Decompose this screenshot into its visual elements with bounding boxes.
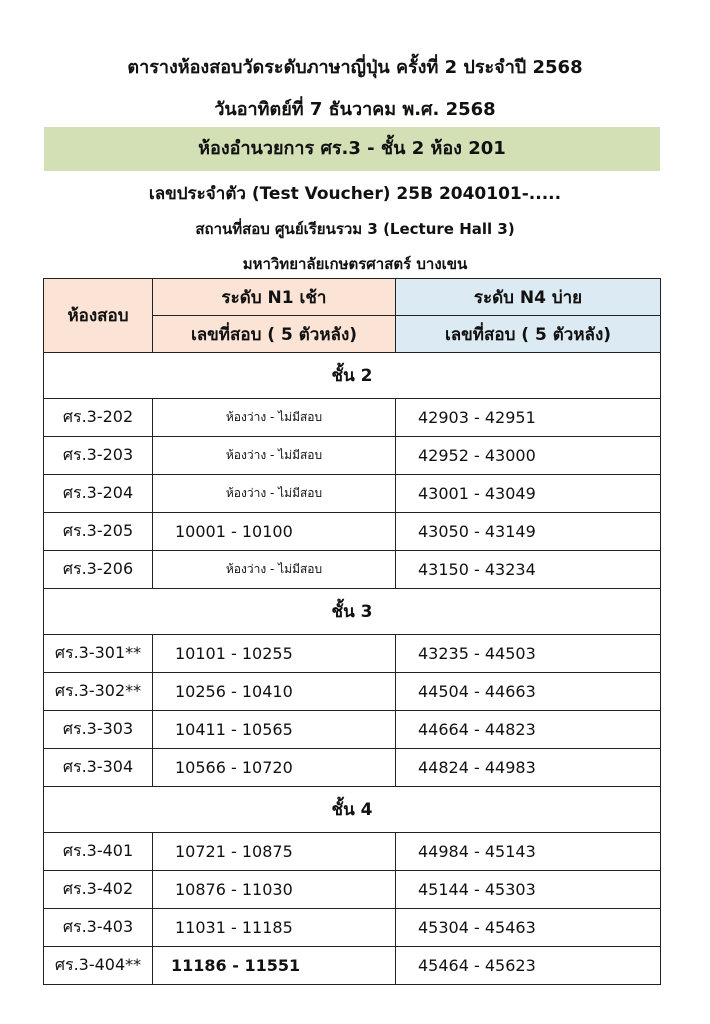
table-row (44, 551, 661, 589)
room-cell: ศร.3-301** (44, 635, 153, 673)
university-line: มหาวิทยาลัยเกษตรศาสตร์ บางเขน (242, 255, 468, 273)
office-banner: ห้องอำนวยการ ศร.3 - ชั้น 2 ห้อง 201 (44, 127, 660, 171)
subheader-n4: เลขที่สอบ ( 5 ตัวหลัง) (396, 316, 661, 353)
n4-cell: 44664 - 44823 (396, 711, 661, 749)
n4-cell: 44824 - 44983 (396, 749, 661, 787)
room-cell: ศร.3-404** (44, 947, 153, 985)
page-title: ตารางห้องสอบวัดระดับภาษาญี่ปุ่น ครั้งที่ 2 ประจำปี 2568 (127, 57, 583, 78)
table-row (44, 673, 661, 711)
n4-cell: 45304 - 45463 (396, 909, 661, 947)
n4-cell: 43150 - 43234 (396, 551, 661, 589)
n4-cell: 43001 - 43049 (396, 475, 661, 513)
room-cell: ศร.3-401 (44, 833, 153, 871)
room-cell: ศร.3-402 (44, 871, 153, 909)
n1-cell: ห้องว่าง - ไม่มีสอบ (153, 399, 396, 437)
exam-room-table (43, 278, 661, 985)
n4-cell: 43235 - 44503 (396, 635, 661, 673)
n4-cell: 42903 - 42951 (396, 399, 661, 437)
table-row (44, 947, 661, 985)
room-cell: ศร.3-202 (44, 399, 153, 437)
floor-heading: ชั้น 2 (44, 353, 661, 399)
table-row (44, 475, 661, 513)
table-row (44, 909, 661, 947)
n4-cell: 43050 - 43149 (396, 513, 661, 551)
room-cell: ศร.3-205 (44, 513, 153, 551)
n4-cell: 45144 - 45303 (396, 871, 661, 909)
n1-cell: ห้องว่าง - ไม่มีสอบ (153, 475, 396, 513)
n1-cell: 10721 - 10875 (153, 833, 396, 871)
n4-cell: 44504 - 44663 (396, 673, 661, 711)
n1-cell: 10001 - 10100 (153, 513, 396, 551)
table-row (44, 399, 661, 437)
floor-heading: ชั้น 3 (44, 589, 661, 635)
n4-cell: 42952 - 43000 (396, 437, 661, 475)
room-cell: ศร.3-206 (44, 551, 153, 589)
room-cell: ศร.3-203 (44, 437, 153, 475)
table-row (44, 513, 661, 551)
n1-cell: 11031 - 11185 (153, 909, 396, 947)
n1-cell: 10256 - 10410 (153, 673, 396, 711)
floor-heading: ชั้น 4 (44, 787, 661, 833)
room-cell: ศร.3-403 (44, 909, 153, 947)
subheader-n1: เลขที่สอบ ( 5 ตัวหลัง) (153, 316, 396, 353)
room-cell: ศร.3-204 (44, 475, 153, 513)
room-cell: ศร.3-303 (44, 711, 153, 749)
n1-cell: 10876 - 11030 (153, 871, 396, 909)
header-n1: ระดับ N1 เช้า (153, 279, 396, 316)
test-voucher-line: เลขประจำตัว (Test Voucher) 25B 2040101-..... (148, 184, 562, 204)
header-room: ห้องสอบ (44, 279, 153, 353)
header-n4: ระดับ N4 บ่าย (396, 279, 661, 316)
table-row (44, 749, 661, 787)
n1-cell: 10411 - 10565 (153, 711, 396, 749)
exam-date: วันอาทิตย์ที่ 7 ธันวาคม พ.ศ. 2568 (214, 99, 496, 120)
table-row (44, 635, 661, 673)
n4-cell: 44984 - 45143 (396, 833, 661, 871)
n1-cell: 10566 - 10720 (153, 749, 396, 787)
table-row (44, 871, 661, 909)
n4-cell: 45464 - 45623 (396, 947, 661, 985)
table-row (44, 833, 661, 871)
room-cell: ศร.3-302** (44, 673, 153, 711)
venue-line: สถานที่สอบ ศูนย์เรียนรวม 3 (Lecture Hall 3) (195, 220, 515, 238)
table-row (44, 437, 661, 475)
n1-cell: 10101 - 10255 (153, 635, 396, 673)
room-cell: ศร.3-304 (44, 749, 153, 787)
table-row (44, 711, 661, 749)
n1-cell: ห้องว่าง - ไม่มีสอบ (153, 437, 396, 475)
n1-cell: 11186 - 11551 (153, 947, 396, 985)
n1-cell: ห้องว่าง - ไม่มีสอบ (153, 551, 396, 589)
